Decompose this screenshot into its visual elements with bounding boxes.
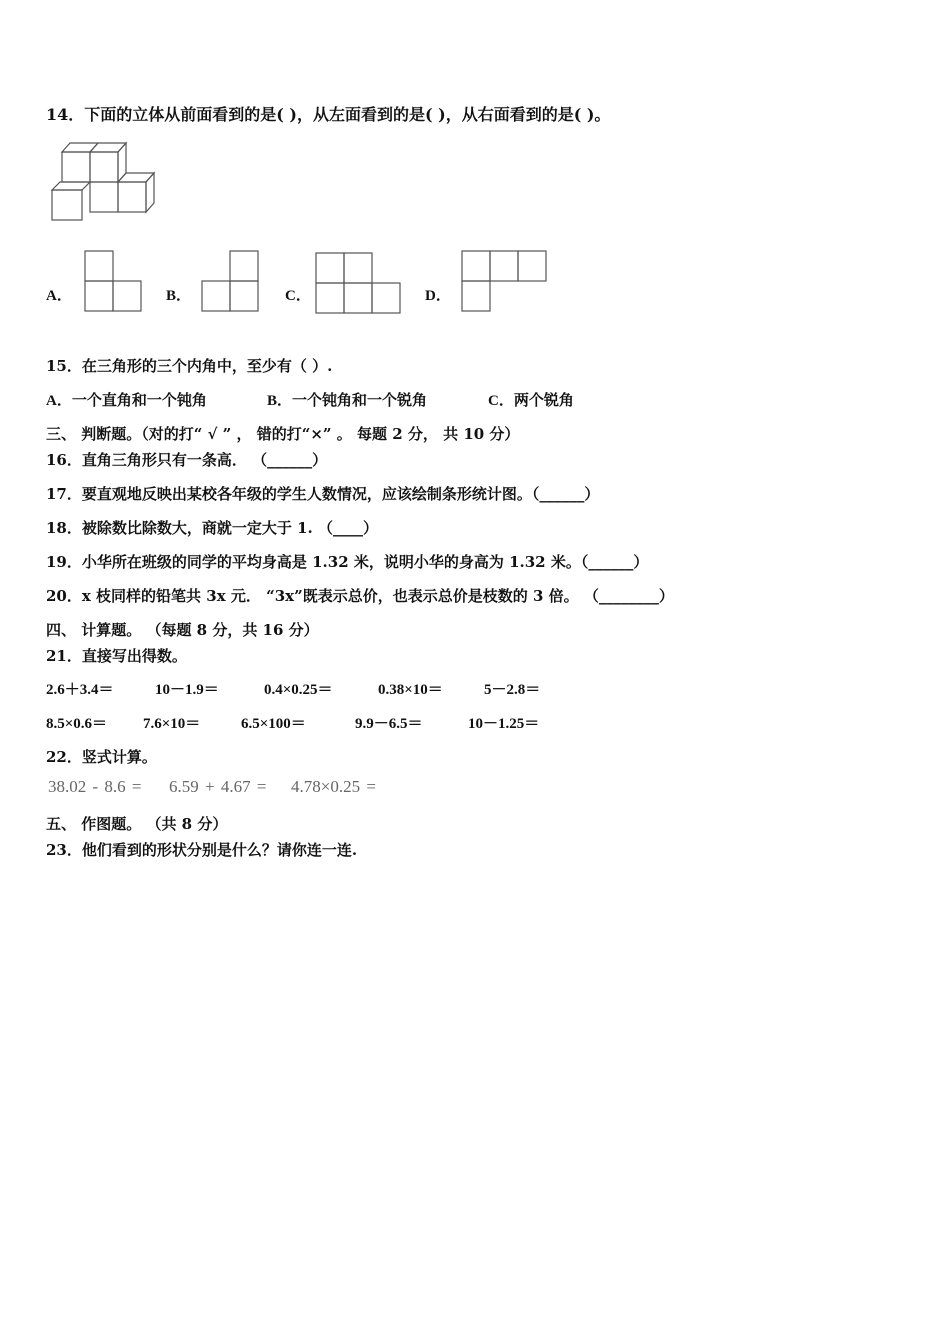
option-a-label: A． [46,288,72,304]
option-d-figure[interactable] [461,250,551,312]
option-b-label: B． [166,288,192,304]
question-16: 16．直角三角形只有一条高． （______） [46,451,328,469]
question-22-title: 22．竖式计算。 [46,748,157,766]
calc-item: 5－2.8＝ [484,682,541,698]
cube-solid-figure [48,140,168,230]
section-5-heading: 五、 作图题。 （共 8 分） [46,815,228,833]
question-20: 20．x 枝同样的铅笔共 3x 元． “3x”既表示总价，也表示总价是枝数的 3 倍。 （________） [46,587,674,605]
question-15: 15．在三角形的三个内角中，至少有（ ）. [46,357,333,375]
question-14: 14．下面的立体从前面看到的是( )，从左面看到的是( )，从右面看到的是( )。 [46,105,611,124]
calc-item: 6.5×100＝ [241,716,306,732]
vertical-calc-1: 38.02 - 8.6 = [48,777,142,796]
calc-item: 10－1.9＝ [155,682,219,698]
vertical-calc-2: 6.59 + 4.67 = [169,777,267,796]
question-21-title: 21．直接写出得数。 [46,647,187,665]
question-19: 19．小华所在班级的同学的平均身高是 1.32 米，说明小华的身高为 1.32 米。（______） [46,553,649,571]
calc-item: 0.38×10＝ [378,682,443,698]
calc-item: 0.4×0.25＝ [264,682,333,698]
calc-item: 2.6＋3.4＝ [46,682,114,698]
section-4-heading: 四、 计算题。 （每题 8 分，共 16 分） [46,621,319,639]
q15-option-a[interactable]: A．一个直角和一个钝角 [46,393,207,409]
option-c-figure[interactable] [315,252,405,314]
question-17: 17．要直观地反映出某校各年级的学生人数情况，应该绘制条形统计图。（______） [46,485,600,503]
option-d-label: D． [425,288,451,304]
question-18: 18．被除数比除数大，商就一定大于 1. （____） [46,519,378,537]
calc-item: 8.5×0.6＝ [46,716,108,732]
calc-item: 9.9－6.5＝ [355,716,423,732]
question-23: 23．他们看到的形状分别是什么？请你连一连. [46,841,358,859]
calc-item: 10－1.25＝ [468,716,540,732]
section-3-heading: 三、 判断题。（对的打“ √ ” ， 错的打“×” 。 每题 2 分， 共 10 分） [46,425,520,443]
calc-item: 7.6×10＝ [143,716,201,732]
q15-option-c[interactable]: C．两个锐角 [488,393,574,409]
option-c-label: C． [285,288,311,304]
q15-option-b[interactable]: B．一个钝角和一个锐角 [267,393,428,409]
option-a-figure[interactable] [84,250,144,312]
option-b-figure[interactable] [201,250,261,312]
vertical-calc-3: 4.78×0.25 = [291,777,376,796]
